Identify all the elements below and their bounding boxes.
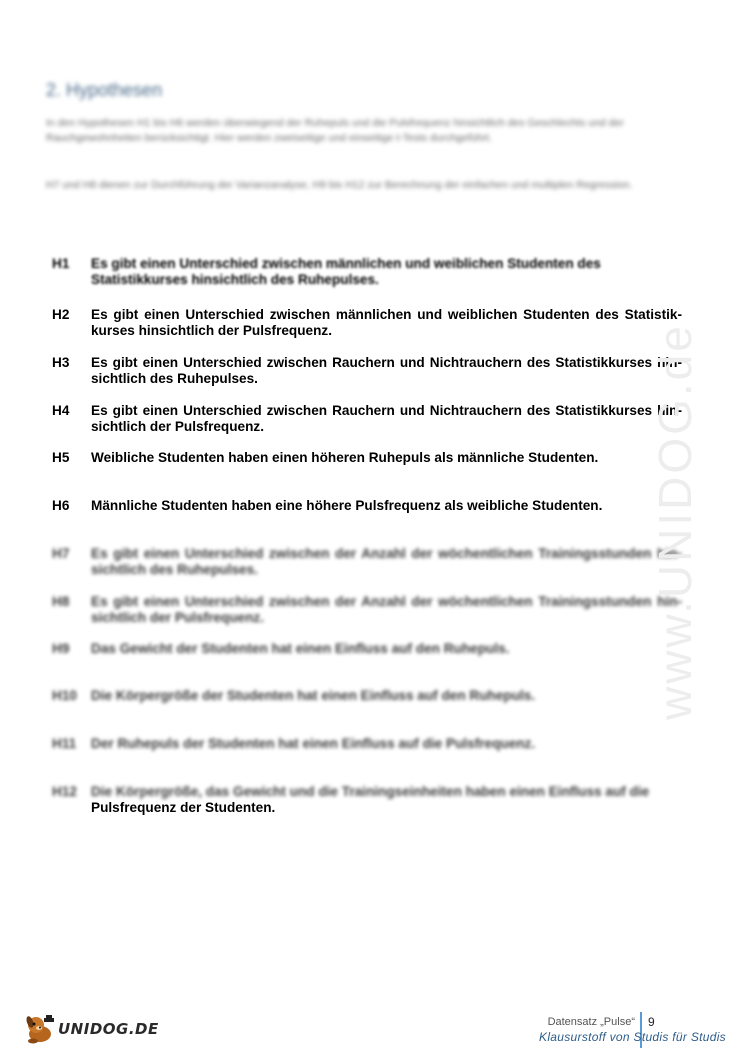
hypothesis-h12-end [52, 800, 682, 816]
intro-paragraph: In den Hypothesen H1 bis H6 werden überwiegend der Ruhepuls und die Pulsfrequenz hinsichtlich des Geschlechts und der Rauchgewohnheiten berücksichtigt. Hier werden zweiseitige und einseitige t-Tests durchgeführt. [46, 117, 624, 144]
hypothesis-number: H5 [52, 450, 70, 465]
hypothesis-h5 [52, 450, 682, 466]
hypothesis-h10 [52, 688, 682, 704]
hypothesis-text: Das Gewicht der Studenten hat einen Einfluss auf den Ruhepuls. [91, 641, 510, 656]
hypothesis-text: Es gibt einen Unterschied zwischen männlichen und weiblichen Studenten des Statistik-kurses hinsichtlich der Pulsfrequenz. [91, 307, 682, 338]
hypothesis-number: H2 [52, 307, 70, 322]
footer-tagline: Klausurstoff von Studis für Studis [539, 1030, 726, 1044]
hypothesis-text: Es gibt einen Unterschied zwischen Rauchern und Nichtrauchern des Statistikkurses hin-sichtlich des Ruhepulses. [91, 355, 682, 386]
hypothesis-h7 [52, 546, 682, 578]
hypothesis-h2 [52, 307, 682, 339]
hypothesis-number: H11 [52, 736, 77, 751]
page-number: 9 [648, 1015, 655, 1029]
hypothesis-number: H12 [52, 784, 77, 799]
hypothesis-number: H7 [52, 546, 70, 561]
watermark: www.UNIDOG.de [649, 323, 701, 720]
hypothesis-number: H4 [52, 403, 70, 418]
hypothesis-h9 [52, 641, 682, 657]
hypothesis-text: Es gibt einen Unterschied zwischen der Anzahl der wöchentlichen Trainingsstunden hin-sichtlich des Ruhepulses. [91, 546, 682, 577]
hypothesis-h8 [52, 594, 682, 626]
hypothesis-number: H8 [52, 594, 70, 609]
hypothesis-h6 [52, 498, 682, 514]
hypothesis-h4 [52, 403, 682, 435]
hypothesis-text: Die Körpergröße, das Gewicht und die Trainingseinheiten haben einen Einfluss auf die [91, 784, 650, 799]
hypothesis-number: H3 [52, 355, 70, 370]
hypothesis-text: Der Ruhepuls der Studenten hat einen Einfluss auf die Pulsfrequenz. [91, 736, 536, 751]
hypothesis-number: H1 [52, 256, 70, 271]
hypothesis-text: Männliche Studenten haben eine höhere Pulsfrequenz als weibliche Studenten. [91, 498, 603, 513]
hypothesis-h11 [52, 736, 682, 752]
hypothesis-text: Es gibt einen Unterschied zwischen der Anzahl der wöchentlichen Trainingsstunden hin-sichtlich der Pulsfrequenz. [91, 594, 682, 625]
hypothesis-h12 [52, 784, 682, 800]
hypothesis-text: Die Körpergröße der Studenten hat einen Einfluss auf den Ruhepuls. [91, 688, 536, 703]
intro-paragraph-2: H7 und H8 dienen zur Durchführung der Varianzanalyse, H9 bis H12 zur Berechnung der einfachen und multiplen Regression. [46, 179, 633, 191]
hypothesis-text-end: Pulsfrequenz der Studenten. [91, 800, 276, 815]
logo-text: UNIDOG.DE [58, 1020, 159, 1038]
hypothesis-text: Weibliche Studenten haben einen höheren Ruhepuls als männliche Studenten. [91, 450, 599, 465]
dog-mascot-icon [24, 1012, 58, 1046]
hypothesis-number: H10 [52, 688, 77, 703]
hypothesis-text: Es gibt einen Unterschied zwischen männlichen und weiblichen Studenten des Statistikkurses hinsichtlich des Ruhepulses. [91, 256, 601, 287]
footer-dataset: Datensatz „Pulse“ [547, 1016, 635, 1028]
hypothesis-h3 [52, 355, 682, 387]
hypothesis-text: Es gibt einen Unterschied zwischen Rauchern und Nichtrauchern des Statistikkurses hin-sichtlich der Pulsfrequenz. [91, 403, 682, 434]
unidog-logo [24, 1012, 159, 1046]
section-title: 2. Hypothesen [46, 80, 163, 100]
hypothesis-number: H9 [52, 641, 70, 656]
hypothesis-h1 [52, 256, 682, 287]
hypothesis-number: H6 [52, 498, 70, 513]
